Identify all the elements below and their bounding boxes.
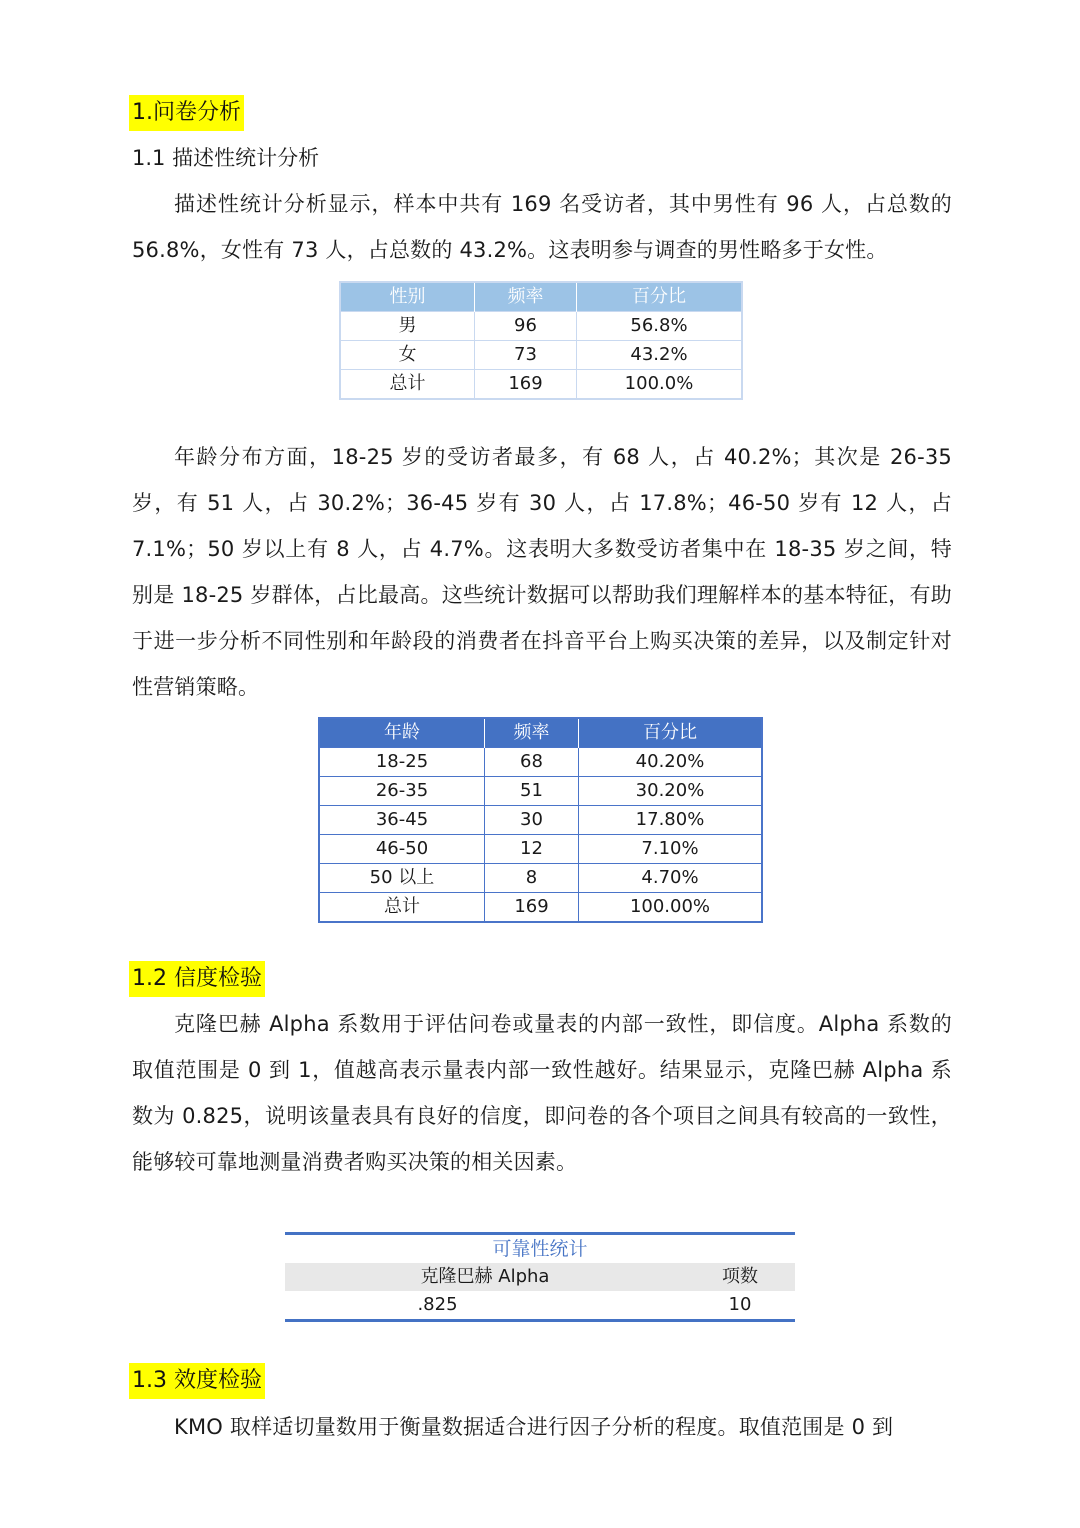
section-heading-1-3: 1.3 效度检验 xyxy=(129,1363,265,1399)
table-row xyxy=(340,370,742,400)
table-cell: 男 xyxy=(340,312,475,341)
table-cell: 女 xyxy=(340,341,475,370)
table-cell: 100.0% xyxy=(577,370,743,400)
table-cell: 169 xyxy=(485,893,579,923)
gender-paragraph: 描述性统计分析显示，样本中共有 169 名受访者，其中男性有 96 人，占总数的 56.8%，女性有 73 人，占总数的 43.2%。这表明参与调查的男性略多于女性。 xyxy=(132,192,952,262)
table-header: 年龄 xyxy=(319,718,485,748)
table-row xyxy=(340,341,742,370)
table-cell: 73 xyxy=(475,341,577,370)
table-cell: 30 xyxy=(485,806,579,835)
table-cell: 36-45 xyxy=(319,806,485,835)
table-header-row xyxy=(340,282,742,312)
section-heading-1-1: 1.1 描述性统计分析 xyxy=(132,146,320,170)
table-header: 性别 xyxy=(340,282,475,312)
table-row xyxy=(319,806,762,835)
table-cell: 40.20% xyxy=(579,748,763,777)
table-cell: 50 以上 xyxy=(319,864,485,893)
table-cell: 68 xyxy=(485,748,579,777)
table-cell: 30.20% xyxy=(579,777,763,806)
table-cell: 17.80% xyxy=(579,806,763,835)
reliability-table xyxy=(285,1232,795,1322)
validity-paragraph: KMO 取样适切量数用于衡量数据适合进行因子分析的程度。取值范围是 0 到 xyxy=(174,1415,894,1439)
table-cell: 总计 xyxy=(319,893,485,923)
reliability-paragraph: 克隆巴赫 Alpha 系数用于评估问卷或量表的内部一致性，即信度。Alpha 系数的取值范围是 0 到 1，值越高表示量表内部一致性越好。结果显示，克隆巴赫 Alpha 系数为 0.825，说明该量表具有良好的信度，即问卷的各个项目之间具有较高的一致性，能够较可靠地测量消费者购买决策的相关因素。 xyxy=(132,1012,952,1174)
table-cell: 169 xyxy=(475,370,577,400)
table-header: 频率 xyxy=(475,282,577,312)
table-header-row xyxy=(319,718,762,748)
table-cell: 56.8% xyxy=(577,312,743,341)
table-row xyxy=(319,777,762,806)
table-cell: .825 xyxy=(417,1294,458,1315)
age-table xyxy=(318,717,763,923)
section-heading-1-2: 1.2 信度检验 xyxy=(129,961,265,997)
table-cell: 8 xyxy=(485,864,579,893)
table-row xyxy=(319,864,762,893)
table-header: 克隆巴赫 Alpha xyxy=(420,1266,550,1287)
gender-table xyxy=(339,281,743,400)
table-header-row xyxy=(285,1263,795,1291)
table-header: 百分比 xyxy=(579,718,763,748)
reliability-caption: 可靠性统计 xyxy=(492,1238,588,1260)
table-cell: 43.2% xyxy=(577,341,743,370)
table-cell: 96 xyxy=(475,312,577,341)
table-header: 百分比 xyxy=(577,282,743,312)
table-header: 频率 xyxy=(485,718,579,748)
table-cell: 26-35 xyxy=(319,777,485,806)
table-row xyxy=(319,748,762,777)
table-row xyxy=(340,312,742,341)
table-row xyxy=(319,893,762,923)
table-header: 项数 xyxy=(722,1266,758,1287)
table-cell: 46-50 xyxy=(319,835,485,864)
table-bottom-rule xyxy=(285,1319,795,1322)
table-cell: 7.10% xyxy=(579,835,763,864)
table-row xyxy=(319,835,762,864)
age-paragraph: 年龄分布方面，18-25 岁的受访者最多，有 68 人，占 40.2%；其次是 26-35 岁，有 51 人，占 30.2%；36-45 岁有 30 人，占 17.8%；46-50 岁有 12 人，占 7.1%；50 岁以上有 8 人，占 4.7%。这表明大多数受访者集中在 18-35 岁之间，特别是 18-25 岁群体，占比最高。这些统计数据可以帮助我们理解样本的基本特征，有助于进一步分析不同性别和年龄段的消费者在抖音平台上购买决策的差异，以及制定针对性营销策略。 xyxy=(132,445,952,699)
table-cell: 12 xyxy=(485,835,579,864)
table-cell: 4.70% xyxy=(579,864,763,893)
table-cell: 10 xyxy=(728,1294,752,1315)
table-cell: 总计 xyxy=(340,370,475,400)
table-row xyxy=(285,1291,795,1319)
section-heading-1: 1.问卷分析 xyxy=(129,95,244,131)
table-cell: 100.00% xyxy=(579,893,763,923)
table-cell: 18-25 xyxy=(319,748,485,777)
table-cell: 51 xyxy=(485,777,579,806)
